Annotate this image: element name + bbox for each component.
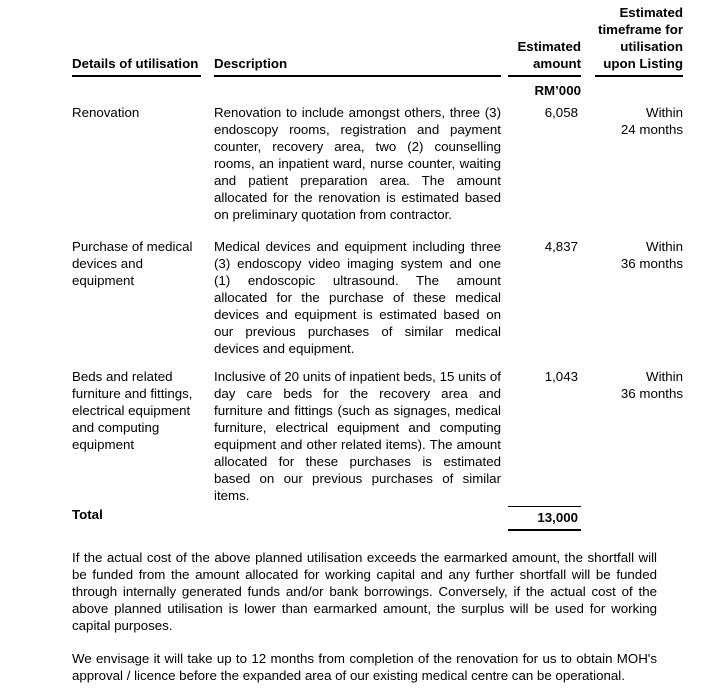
table-row-medical-devices bbox=[72, 238, 683, 357]
details-line: equipment bbox=[72, 437, 135, 452]
total-label: Total bbox=[72, 507, 103, 522]
body-paragraph-shortfall: If the actual cost of the above planned utilisation exceeds the earmarked amount, the shortfall will be funded from the amount allocated for working capital and any further shortfall will be funded through internally generated funds and/or bank borrowings. Conversely, if the actual cost of the above planned utilisation is lower than earmarked amount, the surplus will be used for working capital purposes. bbox=[72, 550, 657, 633]
cell-timeframe bbox=[595, 104, 683, 138]
timeframe-line: 24 months bbox=[620, 122, 683, 137]
cell-details bbox=[72, 368, 201, 453]
header-details-label: Details of utilisation bbox=[72, 56, 199, 71]
cell-amount: 1,043 bbox=[544, 369, 578, 384]
currency-unit-row bbox=[72, 82, 683, 99]
cell-details bbox=[72, 238, 201, 289]
cell-amount: 4,837 bbox=[544, 239, 578, 254]
details-line: equipment bbox=[72, 273, 135, 288]
cell-timeframe bbox=[595, 368, 683, 402]
details-line: Beds and related bbox=[72, 369, 173, 384]
table-total-row bbox=[72, 506, 683, 531]
header-description-label: Description bbox=[214, 56, 288, 71]
header-estimated-amount bbox=[508, 4, 581, 77]
cell-timeframe bbox=[595, 238, 683, 272]
timeframe-line: Within bbox=[646, 105, 683, 120]
header-estimated-timeframe-label: Estimated timeframe for utilisation upon Listing bbox=[598, 5, 683, 71]
total-amount: 13,000 bbox=[508, 506, 581, 531]
header-estimated-timeframe bbox=[595, 4, 683, 77]
cell-description: Renovation to include amongst others, three (3) endoscopy rooms, registration and payment counter, recovery area, two (2) counselling rooms, an inpatient ward, nurse counter, waiting and patient preparation area. The amount allocated for the renovation is estimated based on preliminary quotation from contractor. bbox=[214, 105, 501, 222]
details-line: Renovation bbox=[72, 105, 140, 120]
timeframe-line: Within bbox=[646, 369, 683, 384]
details-line: Purchase of medical bbox=[72, 239, 193, 254]
timeframe-line: Within bbox=[646, 239, 683, 254]
table-header-row bbox=[72, 4, 683, 77]
details-line: devices and bbox=[72, 256, 143, 271]
header-estimated-amount-label: Estimated amount bbox=[517, 39, 581, 71]
cell-details bbox=[72, 104, 201, 121]
details-line: and computing bbox=[72, 420, 160, 435]
cell-description: Medical devices and equipment including three (3) endoscopy video imaging system and one (1) endoscopic ultrasound. The amount allocated for the purchase of these medical devices and equipment is estimated based on our previous purchases of similar medical devices and equipment. bbox=[214, 239, 501, 356]
table-row-beds-furniture bbox=[72, 368, 683, 504]
utilisation-table bbox=[72, 4, 683, 531]
cell-description: Inclusive of 20 units of inpatient beds, 15 units of day care beds for the recovery area and furniture and fittings (such as signages, medical furniture, electrical equipment and computing equipment and other related items). The amount allocated for these purchases is estimated based on our previous purchases of similar items. bbox=[214, 369, 501, 503]
timeframe-line: 36 months bbox=[620, 256, 683, 271]
body-paragraph-moh-approval: We envisage it will take up to 12 months from completion of the renovation for us to obtain MOH's approval / licence before the expanded area of our existing medical centre can be operational. bbox=[72, 651, 657, 683]
details-line: furniture and fittings, bbox=[72, 386, 193, 401]
details-line: electrical equipment bbox=[72, 403, 191, 418]
timeframe-line: 36 months bbox=[620, 386, 683, 401]
currency-unit-label: RM’000 bbox=[534, 83, 581, 98]
header-details bbox=[72, 4, 201, 77]
header-description bbox=[214, 4, 501, 77]
cell-amount: 6,058 bbox=[544, 105, 578, 120]
table-row-renovation bbox=[72, 104, 683, 223]
